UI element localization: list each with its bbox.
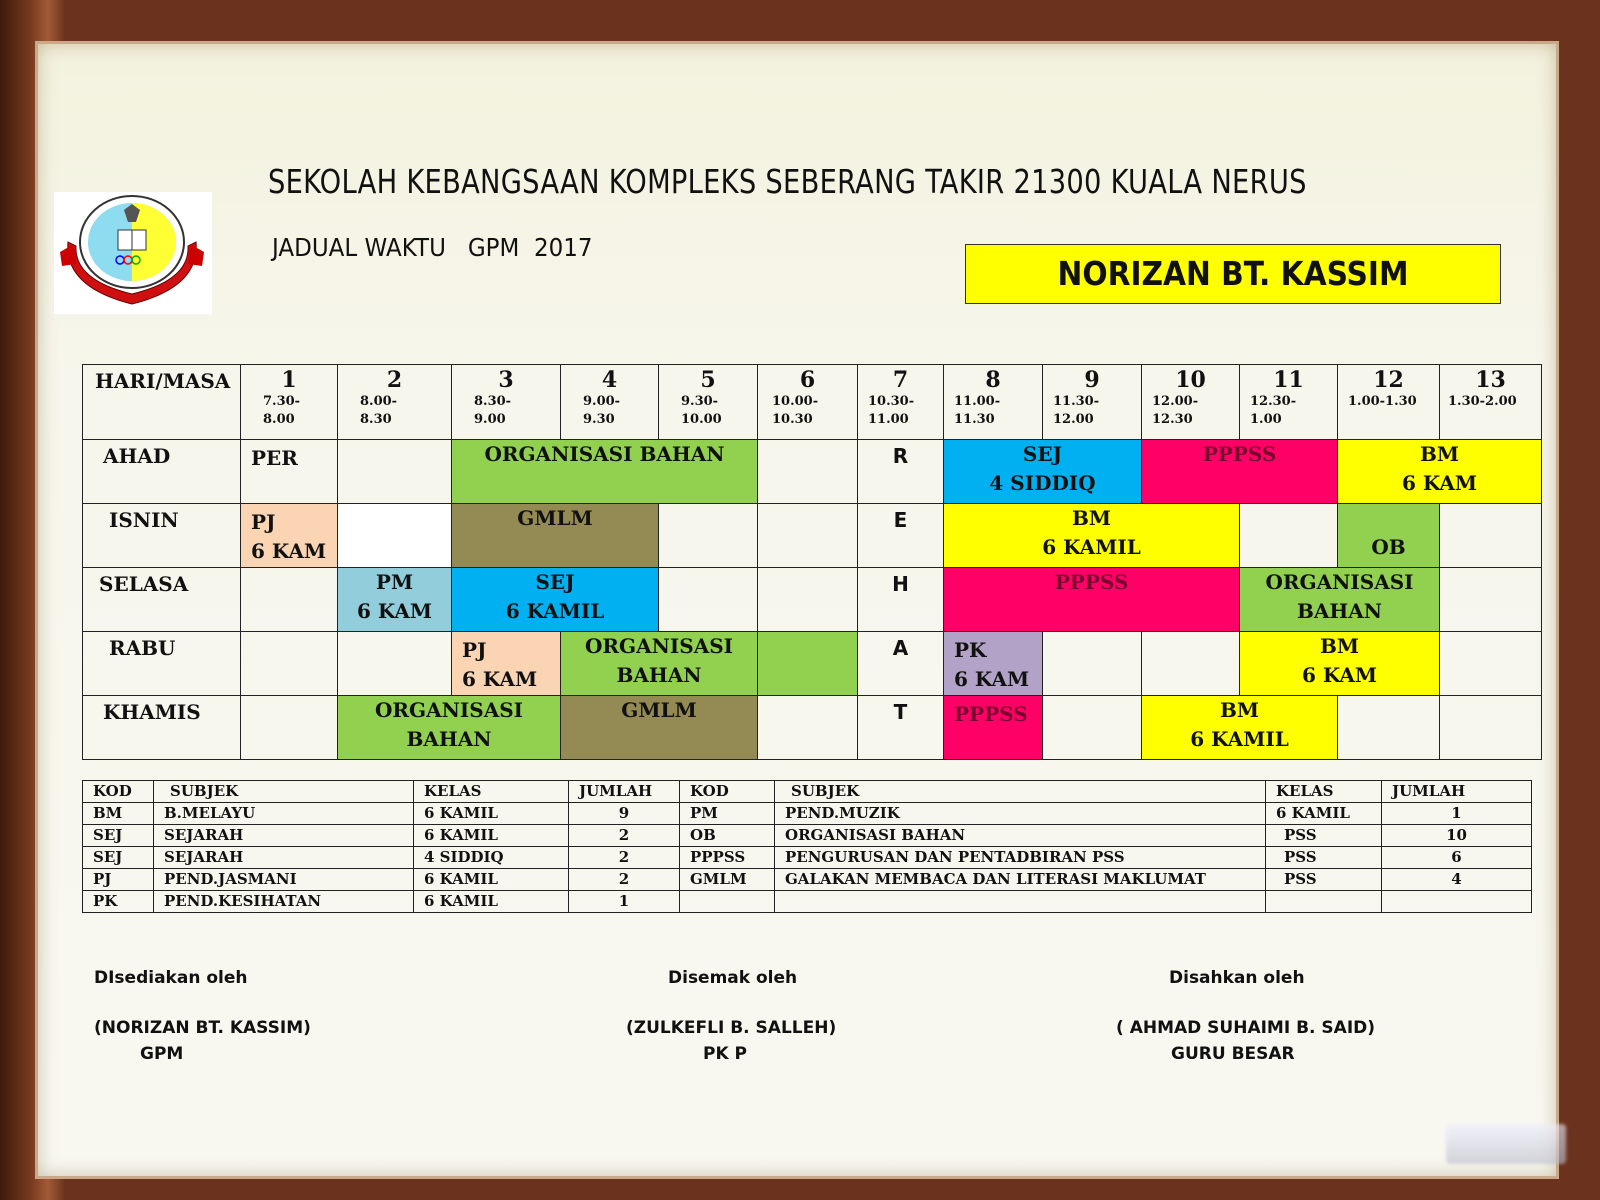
key-cell: 6 KAMIL <box>1266 803 1382 825</box>
key-cell: PM <box>680 803 775 825</box>
key-cell: 2 <box>569 825 680 847</box>
slot-rabu-13 <box>1440 632 1542 696</box>
prepared-label: DIsediakan oleh <box>94 968 248 988</box>
prepared-role: GPM <box>140 1044 184 1064</box>
slot-selasa-pm: PM 6 KAM <box>338 568 452 632</box>
period-13: 13 1.30-2.00 <box>1440 365 1542 440</box>
slot-selasa-1 <box>241 568 338 632</box>
slot-khamis-bm: BM 6 KAMIL <box>1142 696 1338 760</box>
key-cell: SEJ <box>83 847 154 869</box>
key-cell: B.MELAYU <box>154 803 414 825</box>
key-cell: GMLM <box>680 869 775 891</box>
key-cell: 6 KAMIL <box>414 803 569 825</box>
key-row <box>83 891 1532 913</box>
day-selasa: SELASA <box>83 568 241 632</box>
day-rabu: RABU <box>83 632 241 696</box>
row-khamis <box>83 696 1542 760</box>
teacher-name-box: NORIZAN BT. KASSIM <box>965 244 1501 304</box>
slot-selasa-5 <box>659 568 758 632</box>
key-row <box>83 847 1532 869</box>
key-cell: 9 <box>569 803 680 825</box>
key-cell: ORGANISASI BAHAN <box>775 825 1266 847</box>
period-9: 9 11.30- 12.00 <box>1043 365 1142 440</box>
period-12: 12 1.00-1.30 <box>1338 365 1440 440</box>
day-khamis: KHAMIS <box>83 696 241 760</box>
checked-name: (ZULKEFLI B. SALLEH) <box>626 1018 837 1038</box>
slot-khamis-12 <box>1338 696 1440 760</box>
key-cell: 4 SIDDIQ <box>414 847 569 869</box>
key-row <box>83 869 1532 891</box>
slot-rabu-1 <box>241 632 338 696</box>
day-ahad: AHAD <box>83 440 241 504</box>
approved-role: GURU BESAR <box>1171 1044 1295 1064</box>
slot-isnin-2 <box>338 504 452 568</box>
slot-khamis-gmlm: GMLM <box>561 696 758 760</box>
key-header-cell: JUMLAH <box>1382 781 1532 803</box>
row-selasa <box>83 568 1542 632</box>
slot-isnin-gmlm: GMLM <box>452 504 659 568</box>
watermark-stamp <box>1446 1124 1566 1164</box>
slot-ahad-6 <box>758 440 858 504</box>
slot-isnin-5 <box>659 504 758 568</box>
key-cell: 10 <box>1382 825 1532 847</box>
rehat-t: T <box>858 696 944 760</box>
key-cell: PK <box>83 891 154 913</box>
slot-ahad-pppss: PPPSS <box>1142 440 1338 504</box>
prepared-name: (NORIZAN BT. KASSIM) <box>94 1018 311 1038</box>
slot-khamis-ob: ORGANISASI BAHAN <box>338 696 561 760</box>
slot-rabu-10 <box>1142 632 1240 696</box>
period-7: 7 10.30- 11.00 <box>858 365 944 440</box>
period-2: 2 8.00- 8.30 <box>338 365 452 440</box>
key-cell: 6 KAMIL <box>414 891 569 913</box>
key-cell: PEND.JASMANI <box>154 869 414 891</box>
slot-khamis-pppss: PPPSS <box>944 696 1043 760</box>
key-header-cell: KOD <box>83 781 154 803</box>
key-header-cell: KELAS <box>1266 781 1382 803</box>
rehat-a: A <box>858 632 944 696</box>
slot-isnin-bm: BM 6 KAMIL <box>944 504 1240 568</box>
key-cell: PPPSS <box>680 847 775 869</box>
period-1: 1 7.30- 8.00 <box>241 365 338 440</box>
key-row <box>83 825 1532 847</box>
day-isnin: ISNIN <box>83 504 241 568</box>
key-header-cell: JUMLAH <box>569 781 680 803</box>
timetable-subtitle: JADUAL WAKTU GPM 2017 <box>272 233 593 262</box>
key-cell: SEJARAH <box>154 847 414 869</box>
slot-khamis-9 <box>1043 696 1142 760</box>
period-5: 5 9.30- 10.00 <box>659 365 758 440</box>
key-cell: 2 <box>569 847 680 869</box>
key-cell: 1 <box>1382 803 1532 825</box>
slot-isnin-ob: OB <box>1338 504 1440 568</box>
subject-key-table <box>82 780 1532 913</box>
slot-isnin-13 <box>1440 504 1542 568</box>
key-row <box>83 803 1532 825</box>
key-header-cell: KOD <box>680 781 775 803</box>
period-8: 8 11.00- 11.30 <box>944 365 1043 440</box>
key-cell: PSS <box>1266 825 1382 847</box>
period-4: 4 9.00- 9.30 <box>561 365 659 440</box>
slot-ahad-bm: BM 6 KAM <box>1338 440 1542 504</box>
period-10: 10 12.00- 12.30 <box>1142 365 1240 440</box>
slot-khamis-6 <box>758 696 858 760</box>
slot-rabu-pj: PJ 6 KAM <box>452 632 561 696</box>
key-cell: PSS <box>1266 847 1382 869</box>
slot-ahad-ob: ORGANISASI BAHAN <box>452 440 758 504</box>
key-cell <box>1266 891 1382 913</box>
rehat-r: R <box>858 440 944 504</box>
key-cell: PSS <box>1266 869 1382 891</box>
key-header-cell: SUBJEK <box>154 781 414 803</box>
key-cell: PENGURUSAN DAN PENTADBIRAN PSS <box>775 847 1266 869</box>
timetable <box>82 364 1542 760</box>
key-cell: 6 KAMIL <box>414 825 569 847</box>
key-cell: PEND.KESIHATAN <box>154 891 414 913</box>
key-cell <box>775 891 1266 913</box>
timetable-header-row <box>83 365 1542 440</box>
rehat-e: E <box>858 504 944 568</box>
approved-label: Disahkan oleh <box>1169 968 1305 988</box>
key-cell: 1 <box>569 891 680 913</box>
corner-label: HARI/MASA <box>83 365 241 440</box>
school-name: SEKOLAH KEBANGSAAN KOMPLEKS SEBERANG TAKIR 21300 KUALA NERUS <box>268 162 1307 201</box>
period-6: 6 10.00- 10.30 <box>758 365 858 440</box>
slot-selasa-sej: SEJ 6 KAMIL <box>452 568 659 632</box>
rehat-h: H <box>858 568 944 632</box>
slot-isnin-6 <box>758 504 858 568</box>
checked-role: PK P <box>703 1044 748 1064</box>
key-cell: SEJARAH <box>154 825 414 847</box>
approved-name: ( AHMAD SUHAIMI B. SAID) <box>1116 1018 1376 1038</box>
key-cell <box>680 891 775 913</box>
slot-ahad-sej: SEJ 4 SIDDIQ <box>944 440 1142 504</box>
key-cell: 4 <box>1382 869 1532 891</box>
slot-selasa-pppss: PPPSS <box>944 568 1240 632</box>
slot-ahad-1: PER <box>241 440 338 504</box>
key-cell: PEND.MUZIK <box>775 803 1266 825</box>
slot-rabu-bm: BM 6 KAM <box>1240 632 1440 696</box>
period-11: 11 12.30- 1.00 <box>1240 365 1338 440</box>
slot-selasa-ob: ORGANISASI BAHAN <box>1240 568 1440 632</box>
key-cell: PJ <box>83 869 154 891</box>
slot-isnin-pj: PJ 6 KAM <box>241 504 338 568</box>
key-cell: 6 <box>1382 847 1532 869</box>
key-cell: GALAKAN MEMBACA DAN LITERASI MAKLUMAT <box>775 869 1266 891</box>
period-3: 3 8.30- 9.00 <box>452 365 561 440</box>
key-header-row <box>83 781 1532 803</box>
key-cell: 2 <box>569 869 680 891</box>
slot-rabu-6 <box>758 632 858 696</box>
row-rabu <box>83 632 1542 696</box>
row-ahad <box>83 440 1542 504</box>
key-header-cell: KELAS <box>414 781 569 803</box>
school-logo <box>54 192 212 314</box>
slot-selasa-13 <box>1440 568 1542 632</box>
slot-rabu-pk: PK 6 KAM <box>944 632 1043 696</box>
checked-label: Disemak oleh <box>668 968 798 988</box>
key-header-cell: SUBJEK <box>775 781 1266 803</box>
key-cell: SEJ <box>83 825 154 847</box>
slot-rabu-2 <box>338 632 452 696</box>
slot-isnin-11 <box>1240 504 1338 568</box>
row-isnin <box>83 504 1542 568</box>
slot-rabu-9 <box>1043 632 1142 696</box>
key-cell: BM <box>83 803 154 825</box>
key-cell <box>1382 891 1532 913</box>
slot-ahad-2 <box>338 440 452 504</box>
slot-khamis-1 <box>241 696 338 760</box>
key-cell: 6 KAMIL <box>414 869 569 891</box>
slot-rabu-ob: ORGANISASI BAHAN <box>561 632 758 696</box>
slot-khamis-13 <box>1440 696 1542 760</box>
slot-selasa-6 <box>758 568 858 632</box>
key-cell: OB <box>680 825 775 847</box>
